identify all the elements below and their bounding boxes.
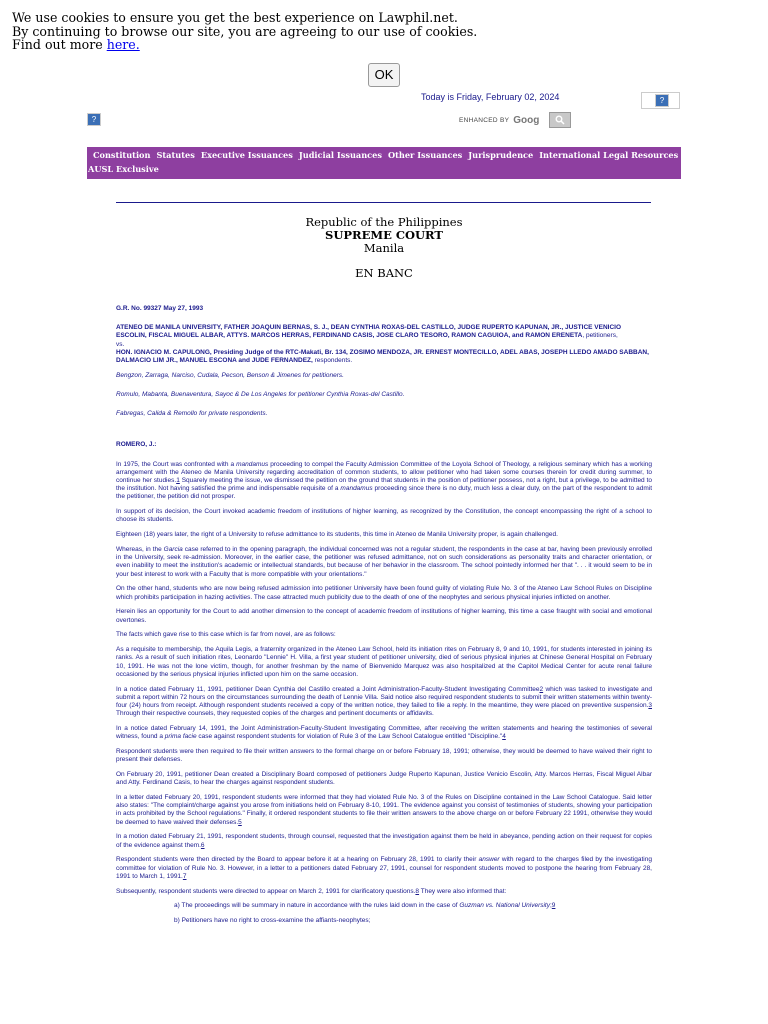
paragraph-3: Eighteen (18) years later, the right of a University to refuse admittance to its students, this time in Ateneo de Manila University proper, is again challenged. (116, 531, 558, 539)
footnote-link-9[interactable]: 9 (551, 902, 556, 910)
p15-text-a: Respondent students were then directed by the Board to appear before it at a hearing on February 28, 1991 to clarify their (116, 856, 479, 864)
p1-text-c: Squarely meeting the issue, we dismissed the petition on the ground that students in the position of petitioner possess, not a right, but a privilege, to be admitted to the institution. Not having satisfied the prime and indispensable requisite of a (116, 477, 652, 493)
footnote-link-4[interactable]: 4 (502, 733, 506, 741)
cookie-notice (12, 11, 477, 52)
paragraph-6: Herein lies an opportunity for the Court to add another dimension to the concept of academic freedom of institutions of higher learning, this time a case fraught with social and emotional overtones. (116, 608, 652, 624)
nav-row-2 (87, 160, 681, 174)
paragraph-10 (116, 725, 652, 741)
p1-text-d: proceeding since there is no duty, much less a clear duty, on the part of the respondent to admit the petitioner, the petition did not prosper. (116, 485, 653, 501)
paragraph-12: On February 20, 1991, petitioner Dean created a Disciplinary Board composed of petitioners Judge Ruperto Kapunan, Justice Venicio Escolin, Atty. Marcos Herras, Fiscal Miguel Albar and Atty. Ferdinand Casis, to hear the charges against respondent students. (116, 771, 652, 787)
paragraph-7: The facts which gave rise to this case which is far from novel, are as follows: (116, 631, 336, 639)
parties (116, 324, 652, 365)
p1-mandamus-2: mandamus (340, 485, 373, 493)
p4-garcia: Garcia (163, 546, 183, 554)
nav-international-legal-resources[interactable]: International Legal Resources (539, 150, 679, 160)
p15-text-b: with regard to the charges filed by the investigating committee for violation of Rule No. 3. However, in a letter to a petitioners dated February 27, 1991, counsel for respondent students moved to postpone the hearing from February 28, 1991 to March 1, 1991. (116, 856, 652, 880)
nav-row-1 (87, 147, 681, 160)
broken-image-icon: ? (655, 94, 669, 107)
paragraph-4 (116, 546, 652, 579)
nav-ausl-exclusive[interactable]: AUSL Exclusive (88, 164, 159, 174)
footnote-link-8[interactable]: 8 (415, 887, 420, 895)
cookie-line-3-text: Find out more (12, 37, 107, 52)
p9-text-c: Through their respective counsels, they requested copies of the charges and pertinent documents or affidavits. (116, 710, 434, 718)
court-city: Manila (363, 241, 405, 255)
ponente: ROMERO, J.: (116, 441, 157, 449)
petitioners: ATENEO DE MANILA UNIVERSITY, FATHER JOAQUIN BERNAS, S. J., DEAN CYNTHIA ROXAS-DEL CASTILLO, JUDGE RUPERTO KAPUNAN, JR., JUSTICE VENICIO ESCOLIN, FISCAL MIGUEL ALBAR, ATTYS. MARCOS HERRAS, FERDINAND CASIS, JOSE CLARO TESORO, RAMON CAGUIOA, and RAMON ERENETA (116, 324, 622, 340)
paragraph-5: On the other hand, students who are now being refused admission into petitioner University have been found guilty of violating Rule No. 3 of the Ateneo Law School Rules on Discipline which prohibits participation in hazing activities. The case attracted much publicity due to the death of one of the neophytes and serious physical injuries inflicted on another. (116, 585, 652, 601)
google-search (459, 112, 571, 128)
case-number: G.R. No. 99327 May 27, 1993 (116, 305, 204, 312)
enhanced-by-label: ENHANCED BY (459, 116, 510, 124)
nav-constitution[interactable]: Constitution (93, 150, 151, 160)
paragraph-2: In support of its decision, the Court invoked academic freedom of institutions of higher learning, as recognized by the Constitution, the concept encompassing the right of a school to choose its students. (116, 508, 652, 524)
p9-text-a: In a notice dated February 11, 1991, petitioner Dean Cynthia del Castillo created a Joint Administration-Faculty-Student Investigating Committee (116, 685, 540, 693)
p10-text-b: case against respondent students for violation of Rule 3 of the Law School Catalogue entitled "Discipline." (196, 733, 503, 741)
decision-body (116, 305, 652, 932)
p4-text-a: Whereas, in the (116, 546, 164, 554)
search-button[interactable] (549, 112, 571, 128)
respondents-suffix: respondents. (312, 357, 353, 365)
list-a-end: ; (549, 902, 552, 910)
paragraph-14 (116, 833, 652, 849)
footnote-link-5[interactable]: 5 (238, 818, 242, 826)
versus: vs. (116, 340, 125, 348)
petitioners-suffix: , petitioners, (582, 332, 618, 340)
p9-text-b: which was tasked to investigate and submit a report within 72 hours on the circumstances surrounding the death of Lennie Villa. Said notice also required respondent students to submit their written statements within twenty-four (24) hours from receipt. Although respondent students received a copy of the written notice, they failed to file a reply. In the meantime, they were placed on preventive suspension. (116, 685, 653, 710)
p1-text-a: In 1975, the Court was confronted with a (116, 460, 237, 468)
footnote-link-2[interactable]: 2 (539, 685, 544, 693)
nav-judicial-issuances[interactable]: Judicial Issuances (298, 150, 382, 160)
p13-text: In a letter dated February 20, 1991, respondent students were informed that they had violated Rule No. 3 of the Rules on Discipline contained in the Law School Catalogue. Said letter also states: "The complaint/charge against you arose from initiations held on February 8-10, 1991. The evidence against you consist of testimonies of students, showing your participation in acts prohibited by the School regulations." Finally, it ordered respondent students to file their written answers to the above charge on or before February 22 1991, otherwise they would be deemed to have waived their defenses. (116, 794, 652, 826)
court-name: SUPREME COURT (325, 228, 443, 242)
nav-executive-issuances[interactable]: Executive Issuances (200, 150, 293, 160)
today-date: Today is Friday, February 02, 2024 (421, 92, 560, 102)
p15-answer: answer (478, 856, 500, 864)
main-nav (87, 147, 681, 179)
paragraph-11: Respondent students were then required to file their written answers to the formal charge on or before February 18, 1991; otherwise, they would be deemed to have waived their right to present their defenses. (116, 748, 652, 764)
p1-text-b: proceeding to compel the Faculty Admission Committee of the Loyola School of Theology, a religious seminary which has a working arrangement with the Ateneo de Manila University regarding accreditation of common students, to allow petitioner who had taken some courses therein for credit during summer, to continue her studies. (116, 460, 653, 485)
google-logo: Goog (513, 114, 540, 126)
p1-mandamus: mandamus (236, 460, 269, 468)
cookie-line-3 (12, 38, 477, 52)
respondents: HON. IGNACIO M. CAPULONG, Presiding Judge of the RTC-Makati, Br. 134, ZOSIMO MENDOZA, JR. ERNEST MONTECILLO, ADEL ABAS, JOSEPH LLEDO AMADO SABBAN, DALMACIO LIM JR., MANUEL ESCONA and JUDE FERNANDEZ, (116, 348, 649, 365)
p14-text: In a motion dated February 21, 1991, respondent students, through counsel, requested that the investigation against them be held in abeyance, pending action on their request for copies of the evidence against them. (116, 833, 652, 849)
header-divider (116, 202, 651, 203)
nav-statutes[interactable]: Statutes (156, 150, 195, 160)
p16-text-b: They were also informed that: (419, 887, 507, 895)
paragraph-9 (116, 686, 652, 719)
list-item-a (116, 902, 652, 910)
cookie-more-link[interactable]: here. (106, 37, 140, 52)
paragraph-8: As a requisite to membership, the Aquila Legis, a fraternity organized in the Ateneo Law School, held its initiation rites on February 8, 9 and 10, 1991, for students interested in joining its ranks. As a result of such initiation rites, Leonardo "Lennie" H. Villa, a first year student of petitioner university, died of serious physical injuries at Chinese General Hospital on February 10, 1991. He was not the lone victim, though, for another freshman by the name of Bienvenido Marquez was also hospitalized at the Capitol Medical Center for acute renal failure occasioned by the serious physical injuries inflicted upon him on the same occasion. (116, 646, 652, 678)
paragraph-1 (116, 461, 652, 502)
republic-line: Republic of the Philippines (305, 215, 463, 229)
list-a-text: a) The proceedings will be summary in nature in accordance with the rules laid down in the case of (174, 902, 460, 910)
paragraph-13 (116, 794, 652, 827)
cookie-line-1: We use cookies to ensure you get the best experience on Lawphil.net. (12, 10, 458, 25)
division: EN BANC (355, 266, 413, 280)
search-icon (555, 115, 565, 125)
list-a-case: Guzman vs. National University (459, 902, 550, 910)
footnote-link-1[interactable]: 1 (176, 477, 180, 485)
image-placeholder-right (641, 92, 680, 109)
footnote-link-6[interactable]: 6 (200, 841, 205, 849)
paragraph-16 (116, 888, 652, 896)
footnote-link-7[interactable]: 7 (182, 872, 187, 880)
cookie-line-2: By continuing to browse our site, you are agreeing to our use of cookies. (12, 23, 478, 39)
paragraph-15 (116, 856, 652, 881)
counsel-1: Bengzon, Zarraga, Narciso, Cudala, Pecson, Benson & Jimenes for petitioners. (116, 371, 344, 379)
p10-text-a: In a notice dated February 14, 1991, the Joint Administration-Faculty-Student Investigating Committee, after receiving the written statements and hearing the testimonies of several witness, found a (116, 725, 652, 741)
cookie-ok-button[interactable]: OK (368, 63, 400, 87)
broken-image-icon-left: ? (87, 113, 101, 126)
counsel-2: Romulo, Mabanta, Buenaventura, Sayoc & De Los Angeles for petitioner Cynthia Roxas-del Castillo. (116, 391, 405, 399)
p4-text-b: case referred to in the opening paragraph, the individual concerned was not a regular student, the respondents in the case at bar, having been previously enrolled in the University, seek re-admission. Moreover, in the earlier case, the petitioner was refused admittance, not on such considerations as personality traits and character orientation, or even inability to meet the institution's academic or intellectual standards, but because of her behavior in the classroom. The school pointedly informed her that ". . . it would seem to be in your best interest to work with a Faculty that is more compatible with your orientations." (116, 546, 652, 578)
list-item-b: b) Petitioners have no right to cross-examine the affiants-neophytes; (174, 917, 371, 925)
nav-jurisprudence[interactable]: Jurisprudence (468, 150, 534, 160)
counsel-3: Fabregas, Calida & Remollo for private respondents. (116, 410, 268, 418)
footnote-link-3[interactable]: 3 (648, 702, 652, 710)
p10-prima-facie: prima facie (164, 733, 197, 741)
nav-other-issuances[interactable]: Other Issuances (387, 150, 463, 160)
p16-text-a: Subsequently, respondent students were directed to appear on March 2, 1991 for clarificatory questions. (116, 887, 416, 895)
